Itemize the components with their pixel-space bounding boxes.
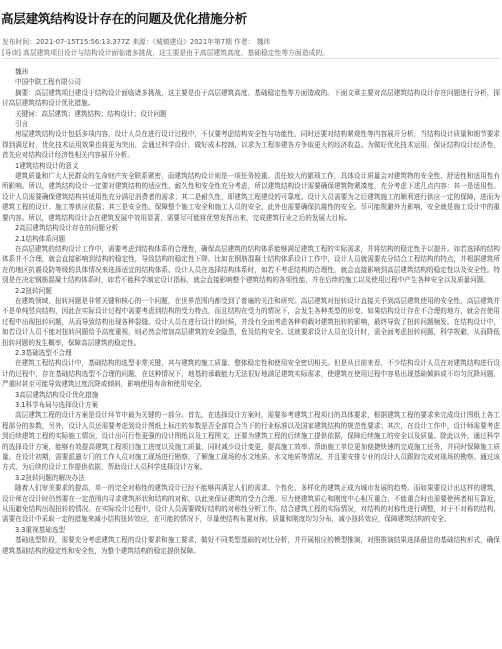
section-heading: 2高层建筑结构设计存在的问题分析: [15, 224, 119, 233]
section-heading: 1建筑结构设计的意义: [15, 161, 79, 170]
article-title: 高层建筑结构设计存在的问题及优化措施分析: [1, 11, 248, 26]
divider: [2, 58, 500, 59]
paragraph: 在建筑领域，扭转问题是非常关键和核心的一个问题，在世界范围内都受到了普遍的关注和研究。高层建筑对扭转设计直接关乎到高层建筑使用的安全性。高层建筑并不是单纯竖向结构，因此在实际设计过程中需要考虑到结构的受力特点，而且结构在受力的情况下，会发生各种类型的形变。如果结构设计存在不合理的地方，就会在使用过程中出现扭转问题，从而导致结构出现各种裂缝。设计人员在进行设计的时候，并没有全面考虑各种荷载对建筑扭转的影响，最终导致了扭转问题频发。在结构设计中，如若设计人员不能对扭转问题给予高度重视，则必然会增加高层建筑的安全隐患，危及结构安全。这就要求设计人员在设计时，需全面考虑扭转问题，科学规避，从而降低扭转问题的发生概率，保障高层建筑的稳定性。: [2, 296, 500, 347]
paragraph: 基础选型阶段，需要充分考虑建筑工程的设计要求和施工要求，做好不同类型基础的对比分析，并开展相应的模型推演，对照推演结果选择最佳的基础结构形式，确保建筑基础结构的稳定性和安全性，为整个建筑结构的稳定提供保障。: [2, 536, 500, 555]
paragraph: 在高层建筑的结构设计工作中，需要考虑到结构体系的合理性，确保高层建筑的结构体系能够满足建筑工程的实际需求，并将结构的稳定性予以提升。如若选择的结构体系并不合理，就会直接影响到结构的稳定性，导致结构的稳定性下降。比如在钢筋混凝土结构体系设计工作中，设计人员就需要充分结合工程结构的特点，并根据建筑所在的地区抗震设防等级的具体情况来选择适宜的结构体系。设计人员在选择结构体系时，如若不考虑结构的合理性，就会直接影响到高层建筑结构的稳定性以及安全性。特别是在决定钢筋混凝土结构体系时，如若不能科学制定设计指标，就会直接影响整个建筑结构的各项性能，并在后续的施工以及使用过程中产生各种安全以及质量问题。: [2, 244, 500, 285]
section-heading: 2.1结构体系问题: [15, 234, 66, 243]
paragraph: 建筑质量和广大人民群众的生命财产安全联系紧密，而建筑结构设计则是一项任务较重、责任较大的繁琐工作，具体设计质量会对建筑物的安全性、舒适性和适用性有所影响。所以，建筑结构设计一定要对建筑结构的适应性、耐久性和安全性充分考虑，所以建筑结构设计需要确保建筑物紧凑度，充分考虑下述几点内容：其一是适用性。设计人员需要确保建筑结构其适用性充分满足消费者的需求；其二是耐久性，即建筑工程建设的可靠度。设计人员需要为之后建筑施工的顺利进行供应一定的保障，进而为建筑工程的设计、施工等供应依据；其三是安全性。保障整个施工安全和施工人员的安全，此外也需要确保抗震性的安全。尽可能规避外力影响，安全就是施工设计中的重要内容。所以，建筑结构设计会在建筑发展中效用显著，需要尽可能将优势发挥出来，完成建筑行业之后的发展大目标。: [2, 172, 500, 222]
paragraph: 在建筑工程结构设计中，基础结构的选型非常关键，其与建筑的施工质量、整体稳定性和使用安全密切相关。但是从目前来看，不少结构设计人员在对建筑结构进行设计的过程中，存在基础结构选型不合理的问题，在这种情况下，地基的承载能力无法很好地满足建筑实际需求，使建筑在使用过程中容易出现基础倾斜或不均匀沉降问题，严重时甚至可能导致建筑过度沉降或倾斜，影响使用寿命和使用安全。: [2, 359, 500, 389]
section-heading: 中国中联工程有限公司: [15, 78, 81, 87]
paragraph: 摘要：高层建筑项目建设于结构设计面临诸多挑战，这主要是由于高层建筑高度、基础稳定性等方面造成的。下面文章主要对高层建筑结构设计存在问题进行分析，探讨高层建筑结构设计优化措施。: [2, 88, 500, 108]
paragraph: 高层建筑工程的设计方案是设计环节中最为关键的一部分。首先，在选择设计方案时，需要参考建筑工程项目的具体要求，根据建筑工程的要求来完成设计图纸上各工程部分的参数，另外，设计人员还需要考虑到设计图纸上标注的参数是否全部符合当下的行业标准以及国家建筑结构的规范性要求；其次，在设计工作中，设计师需要考虑到后续建筑工程的实际施工情况，设计出可行性更强的设计图纸以及工程图文，还要为建筑工程的后续施工提供依据，保障后续施工的安全以及质量。除此以外，通过科学的选择设计方案，能够有效提高建筑工程项目施工进度以及施工质量，同时减少设计变更，提高施工效率。帮助施工单位更加便捷快速的完成施工任务，并同时保障施工质量。在设计初期，需要派遣专门的工作人员对施工现场进行勘察，了解施工现场的水文地质、水文地质等情况，并且要安排专业的设计人员跟踪完成对现场的勘察。通过该方式，为后续的设计工作提供依据，帮助设计人员科学选择设计方案。: [2, 411, 500, 472]
paragraph: 随着人们审美要求的提高，单一的完全对称性的建筑设计已经不能够再满足人们的需求。个性化、多样化的建筑正成为城市发展的趋势。而如果要设计出这样的建筑，设计师在设计时仍然要在一定范围内寻求建筑形状和结构的对称，以此来保证建筑的受力合理。尽力使建筑质心和刚度中心相互重合，不能重合时也需要使两者相互靠近，从而避免结构出现扭转的情况。在实际设计过程中，设计人员需要做好结构的对称性分析工作，结合建筑工程的实际情况，对结构的对称性进行调整，对于不对称的结构，需要在设计中采取一定的措施来减小结构扭转效应，在可能的情况下，尽量使结构布置对称，质量和刚度均匀分布，减小扭转效应，保障建筑结构的安全。: [2, 484, 500, 524]
article-meta: 发布时间：2021-07-15T15:56:13.377Z 来源：《城镇建设》2021年第7期 作者： 魏玮: [2, 38, 271, 46]
section-heading: 3.1科学布局与选择设计方案: [15, 401, 99, 409]
article-body: [2, 67, 500, 556]
section-heading: 2.3基础选型不合理: [15, 348, 72, 357]
section-heading: 2.2扭转问题: [15, 286, 52, 295]
article-guide: [导读] 高层建筑项目设计与结构设计面临诸多挑战，这主要是由于高层建筑高度、基础稳定性等方面造成的。: [2, 49, 329, 57]
section-heading: 3.2扭转问题的解决办法: [15, 473, 85, 482]
section-heading: 关键词：高层建筑；建筑结构；结构设计；设计问题: [15, 109, 167, 118]
paragraph: 房屋建筑结构设计包括多项内容，设计人员在进行设计过程中，不仅要考虑结构安全性与功能性，同时还要对结构紧观性等内容展开分析，当结构设计质量和细节要求得到满足时，优化技术运用效果也将更为突出，会通过科学设计，做好成本控制，以求为工程参建各方争取更大的经济收益。为做好优化技术运用，保证结构设计经济性，首先应对结构设计经济性相关内容展开分析。: [2, 130, 500, 160]
section-heading: 魏玮: [15, 68, 29, 76]
section-heading: 3.3重视基础选型: [15, 525, 66, 534]
section-heading: 引言: [15, 120, 29, 129]
section-heading: 3高层建筑结构设计优化措施: [15, 390, 99, 399]
